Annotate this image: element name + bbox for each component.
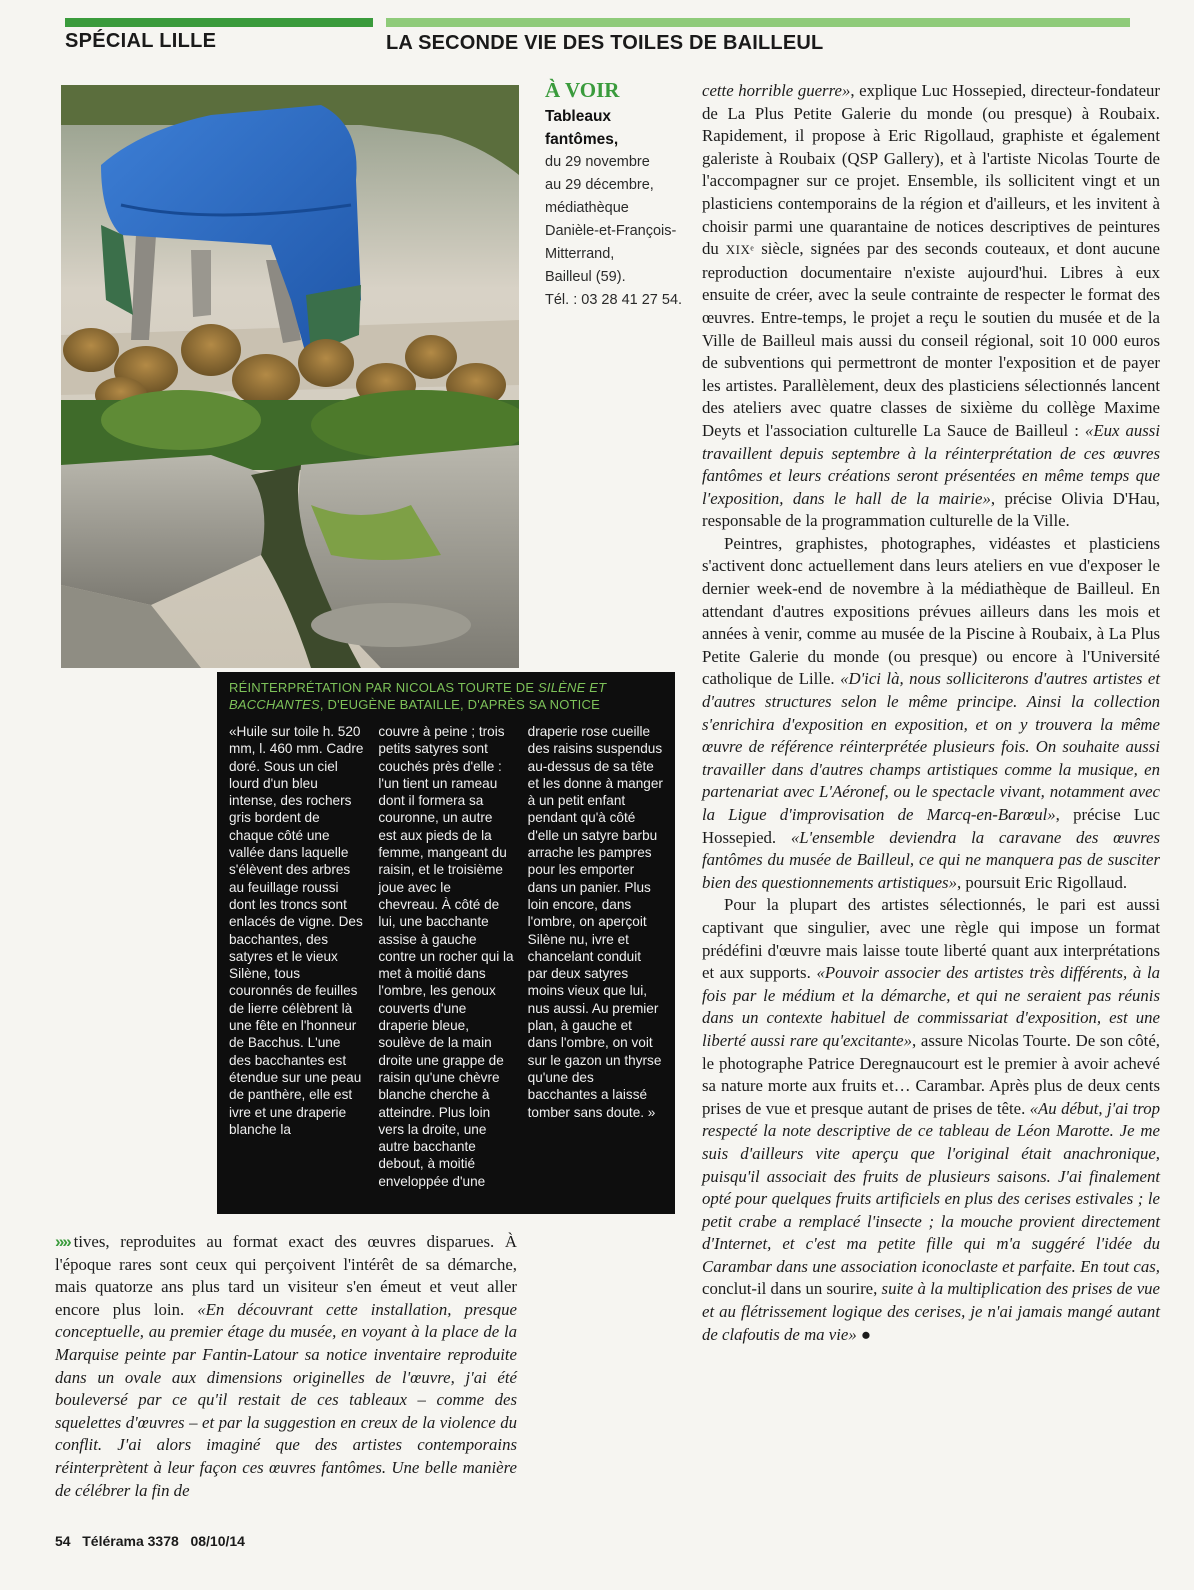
body-quote: «En découvrant cette installation, presque conceptuelle, au premier étage du musée, en voyant à la place de la Marquise peinte par Fantin-Latour sa notice inventaire reproduite dans un ovale aux dimensions originelles de l'œuvre, j'ai été bouleversé par ce qu'il restait de ces tableaux – comme des squelettes d'œuvres – et par la suggestion en creux de la violence du conflit. J'ai alors imaginé que des artistes contemporains réinterprètent à leur façon ces œuvres fantômes. Une belle manière de célébrer la fin de — [55, 1299, 518, 1500]
continuation-marker: »» — [55, 1232, 70, 1251]
issue-date: 08/10/14 — [190, 1533, 245, 1549]
body-quote: «Pouvoir associer des artistes très différents, à la fois par le médium et la démarche, et qui ne seraient pas réunis dans un contexte habituel de commissariat d'exposition, est une liberté aussi rare qu'excitante» — [702, 963, 1160, 1050]
page-footer — [55, 1533, 245, 1549]
body-text: conclut-il dans un sourire, — [702, 1279, 882, 1299]
body-text: tives, reproduites au format exact des œuvres disparues. À l'époque rares sont ceux qui perçoivent l'intérêt de sa démarche, mais quatorze ans plus tard un visiteur s'en émeut et veut aller encore plus loin. — [55, 1232, 517, 1319]
image-caption — [217, 672, 675, 713]
body-quote: «Au début, j'ai trop respecté la note descriptive de ce tableau de Léon Marotte. Je me suis d'ailleurs vite aperçu que l'original était anachronique, puisqu'il associait des fruits de plusieurs saisons. J'ai finalement opté pour quelques fruits artificiels en plus des cerises estivales ; le petit crabe a remplacé l'insecte ; la mouche provient directement d'Internet, et c'est ma petite fille qui m'a suggéré l'idée du Carambar dans une association iconoclaste et parfaite. En tout cas, — [702, 1098, 1160, 1276]
event-venue-line: Mitterrand, — [545, 246, 615, 262]
notice-text — [217, 713, 675, 1190]
event-title — [545, 105, 695, 151]
notice-column: «Huile sur toile h. 520 mm, l. 460 mm. Cadre doré. Sous un ciel lourd d'un bleu intense, des rochers gris bordent de chaque côté une vallée dans laquelle s'élèvent des arbres au feuillage roussi dont les troncs sont enlacés de vigne. Des bacchantes, des satyres et le vieux Silène, tous couronnés de feuilles de lierre célèbrent là une fête en l'honneur de Bacchus. L'une des bacchantes est étendue sur une peau de panthère, elle est ivre et une draperie blanche la — [229, 724, 364, 1137]
body-text: , poursuit Eric Rigollaud. — [956, 872, 1128, 892]
artwork-photo — [61, 85, 519, 668]
event-dates-line: au 29 décembre, — [545, 177, 654, 193]
notice-column: draperie rose cueille des raisins suspendus au-dessus de sa tête et les donne à manger à un petit enfant pendant qu'à côté d'elle un satyre barbu arrache les pampres pour les emporter dans un panier. Plus loin encore, dans l'ombre, on aperçoit Silène nu, ivre et chancelant conduit par deux satyres moins vieux que lui, nus aussi. Au premier plan, à gauche et dans l'ombre, on voit sur le gazon un thyrse qu'une des bacchantes a laissé tomber sans doute. » — [527, 724, 663, 1120]
event-dates-line: du 29 novembre — [545, 154, 650, 170]
section-label: SPÉCIAL LILLE — [65, 30, 217, 52]
body-text: Peintres, graphistes, photographes, vidéastes et plasticiens s'activent donc actuellement dans leurs ateliers en vue d'exposer le dernier week-end de novembre à la médiathèque de Bailleul. En attendant d'autres expositions prévues ailleurs dans les mois et années à venir, comme au musée de la Piscine à Roubaix, à La Plus Petite Galerie du monde (ou presque) ou encore à l'Université catholique de Lille. — [702, 533, 1160, 689]
page-number: 54 — [55, 1533, 71, 1549]
event-sidebar — [545, 77, 695, 312]
event-city-line: Bailleul (59). — [545, 269, 626, 285]
body-text: siècle, signées par des seconds couteaux, et dont aucune reproduction documentaire n'existe aujourd'hui. Libres à eux ensuite de créer, avec la seule contrainte de respecter le format des œuvres. Entre-temps, le projet a reçu le soutien du musée et de la Ville de Bailleul mais aussi du conseil régional, soit 10 000 euros de subventions qui permettront de monter l'exposition et de payer les artistes. Parallèlement, deux des plasticiens sélectionnés lancent des ateliers avec quatre classes de sixième du collège Maxime Deyts et l'association culturelle La Sauce de Bailleul : — [702, 239, 1160, 440]
event-phone-line: Tél. : 03 28 41 27 54. — [545, 292, 683, 308]
caption-text: RÉINTERPRÉTATION PAR NICOLAS TOURTE DE — [229, 680, 539, 695]
body-quote: «Eux aussi travaillent depuis septembre à la réinterprétation de ces œuvres fantômes et leurs créations seront présentées en même temps que l'exposition, dans le hall de la mairie» — [702, 420, 1160, 508]
caption-text: , D'EUGÈNE BATAILLE, D'APRÈS SA NOTICE — [319, 697, 600, 712]
notice-column: couvre à peine ; trois petits satyres sont couchés près d'elle : l'un tient un rameau dont il formera sa couronne, un autre est aux pieds de la femme, mangeant du raisin, et le troisième joue avec le chevreau. À côté de lui, une bacchante assise à gauche contre un rocher qui la met à moitié dans l'ombre, les genoux couverts d'une draperie bleue, soulève de la main droite une grappe de raisin qu'une chèvre blanche cherche à atteindre. Plus loin vers la droite, une autre bacchante debout, à moitié enveloppée d'une — [378, 724, 514, 1189]
caption-artwork-title: SILÈNE ET BACCHANTES — [229, 680, 607, 712]
body-quote: cette horrible guerre» — [702, 81, 851, 100]
title-color-bar — [386, 18, 1130, 27]
article-column-right — [702, 80, 1160, 1346]
century-numeral: XIXᵉ — [725, 242, 755, 258]
section-color-bar — [65, 18, 373, 27]
body-text: , précise Olivia D'Hau, responsable de la programmation culturelle de la Ville. — [702, 488, 1160, 531]
magazine-issue: Télérama 3378 — [82, 1533, 179, 1549]
body-text: , précise Luc Hossepied. — [702, 805, 1160, 847]
body-text: , explique Luc Hossepied, directeur-fondateur de La Plus Petite Galerie du monde (ou presque) à Roubaix. Rapidement, il propose à Eric Rigollaud, graphiste et également galeriste à Roubaix (QSP Gallery), et à l'artiste Nicolas Tourte de l'accompagner sur ce projet. Ensemble, ils sollicitent vingt et un plasticiens contemporains de la région et d'ailleurs, et les invitent à choisir parmi une quarantaine de notices descriptives de peintures du — [702, 81, 1160, 259]
article-title: LA SECONDE VIE DES TOILES DE BAILLEUL — [386, 32, 824, 54]
notice-box — [217, 672, 675, 1214]
body-quote: «L'ensemble deviendra la caravane des œuvres fantômes du musée de Bailleul, ce qui ne manquera pas de susciter bien des questionnements artistiques» — [702, 827, 1160, 892]
event-title-line: fantômes, — [545, 131, 619, 148]
end-mark: ● — [856, 1324, 872, 1344]
body-text: Pour la plupart des artistes sélectionnés, le pari est aussi captivant que singulier, avec une règle qui impose un format prédéfini d'œuvre mais laisse toute liberté quant aux interprétations et aux supports. — [702, 895, 1160, 983]
body-quote: «D'ici là, nous solliciterons d'autres artistes et d'autres structures selon le même principe. Ainsi la collection s'enrichira d'exposition en exposition, et on y trouvera la même œuvre de référence réinterprétée plusieurs fois. On souhaite aussi travailler dans d'autres champs artistiques comme la musique, en partenariat avec L'Aéronef, ou le spectacle vivant, notamment avec la Ligue d'improvisation de Marcq-en-Barœul» — [702, 669, 1160, 824]
event-title-line: Tableaux — [545, 108, 612, 125]
event-venue-line: médiathèque — [545, 200, 629, 216]
body-quote: suite à la multiplication des prises de vue et au flétrissement logique des cerises, je n'ai jamais mangé autant de clafoutis de ma vie» — [702, 1279, 1160, 1344]
article-column-continuation — [55, 1231, 517, 1502]
body-text: , assure Nicolas Tourte. De son côté, le photographe Patrice Deregnaucourt est le premier à avoir achevé sa nature morte aux fruits et… Carambar. Après plus de deux cents prises de vue et presque autant de prises de tête. — [702, 1030, 1160, 1118]
event-venue-line: Danièle-et-François- — [545, 223, 677, 239]
sidebar-heading: À VOIR — [545, 78, 620, 102]
